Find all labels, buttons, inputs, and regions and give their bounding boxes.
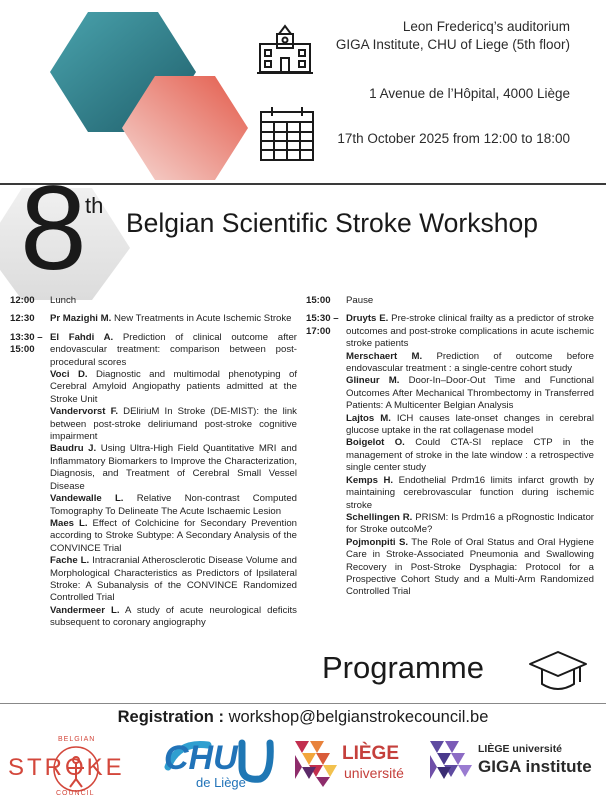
talk-entry xyxy=(346,375,594,412)
talk-entry xyxy=(346,537,594,599)
talk-entry xyxy=(50,518,297,555)
time-slot: 15:00 xyxy=(306,295,331,306)
talk-entry xyxy=(50,605,297,630)
talk-entry xyxy=(50,406,297,443)
talk-entry xyxy=(50,555,297,605)
liege-logo-mark xyxy=(295,741,339,787)
building-icon xyxy=(255,22,315,76)
talk-title: DEliriuM In Stroke (DE-MIST): the link between post-stroke deliriumand post-stroke cognitive impairment xyxy=(50,406,297,443)
programme-label: Programme xyxy=(322,650,484,685)
time-slot: 13:30 – 15:00 xyxy=(10,331,43,356)
talk-author: Boigelot O. xyxy=(346,437,405,449)
talk-author: Voci D. xyxy=(50,369,88,381)
stroke-logo-main: STROKE xyxy=(8,754,125,781)
talk-entry xyxy=(50,313,297,325)
talk-title: Could CTA-SI replace CTP in the management of stroke in the late window : a retrospective single center study xyxy=(346,437,594,474)
registration-label: Registration : xyxy=(117,708,224,726)
talk-entry xyxy=(346,437,594,474)
chu-logo-sub: de Liège xyxy=(196,775,246,790)
graduation-cap-icon xyxy=(528,648,588,698)
talk-title: Relative Non-contrast Computed Tomography To Delineate The Acute Ischaemic Lesion xyxy=(50,493,298,517)
giga-logo-top: LIÈGE université xyxy=(478,743,563,755)
talk-author: Kemps H. xyxy=(346,474,394,486)
venue-line2: GIGA Institute, CHU of Liege (5th floor) xyxy=(335,37,570,52)
talk-title: Pre-stroke clinical frailty as a predictor of stroke outcomes and post-stroke complications in acute ischemic stroke patients xyxy=(346,313,594,350)
talk-title: Using Ultra-High Field Quantitative MRI and Inflammatory Biomarkers to Improve the Characterization, Diagnosis, and Treatment of Cerebral Small Vessel Disease xyxy=(50,443,297,492)
talk-title: Lunch xyxy=(50,295,77,306)
edition-suffix: th xyxy=(85,193,104,218)
talk-entry xyxy=(50,443,297,493)
schedule-block xyxy=(10,313,297,325)
talk-title: Effect of Colchicine for Secondary Prevention according to Stroke Subtype: A Secondary Analysis of the CONVINCE Trial xyxy=(50,517,297,554)
schedule-block xyxy=(306,295,594,307)
schedule-right xyxy=(306,295,594,605)
time-slot: 12:00 xyxy=(10,295,35,306)
talk-title: Diagnostic and multimodal phenotyping of Cerebral Amyloid Angiopathy patients admitted at the Stroke Unit xyxy=(50,369,297,405)
talk-author: Vandewalle L. xyxy=(50,493,124,505)
talk-title: Prediction of outcome before endovascular treatment : a single-centre cohort study xyxy=(346,350,594,375)
talk-title: PRISM: Is Prdm16 a pRognostic Indicator for Stroke outcoMe? xyxy=(346,511,594,536)
giga-logo-main: GIGA institute xyxy=(478,757,592,776)
talk-author: Baudru J. xyxy=(50,443,97,455)
talk-entry xyxy=(50,332,297,369)
logos-row xyxy=(0,733,606,800)
talk-author: Lajtos M. xyxy=(346,412,391,424)
talk-entry xyxy=(50,369,297,406)
talk-title: Endothelial Prdm16 limits infarct growth by maintaining cerebrovascular function during ischemic stroke xyxy=(346,474,595,511)
giga-logo-mark xyxy=(430,741,474,787)
talk-entry xyxy=(346,413,594,438)
talk-author: Schellingen R. xyxy=(346,511,413,523)
talk-title: Prediction of clinical outcome after endovascular treatment: comparison between post-procedural scores xyxy=(50,331,297,368)
talk-entry xyxy=(50,493,297,518)
time-slot: 12:30 xyxy=(10,313,35,325)
talk-entry xyxy=(346,313,594,350)
talk-entry xyxy=(346,512,594,537)
registration-line xyxy=(0,708,606,727)
talk-author: Vandervorst F. xyxy=(50,406,119,418)
talk-title: Intracranial Atherosclerotic Disease Volume and Morphological Characteristics as Predictors of Ipsilateral Stroke: A Subanalysis of the CONVINCE Randomized Controlled Trial xyxy=(50,555,297,604)
venue-line1: Leon Fredericq’s auditorium xyxy=(402,19,570,34)
talk-title: New Treatments in Acute Ischemic Stroke xyxy=(113,313,292,325)
stroke-logo-bottom: COUNCIL xyxy=(56,790,95,797)
page-title: Belgian Scientific Stroke Workshop xyxy=(126,208,538,238)
talk-author: El Fahdi A. xyxy=(50,331,114,343)
registration-divider xyxy=(0,703,606,704)
talk-author: Pojmonpiti S. xyxy=(346,536,409,548)
talk-title: The Role of Oral Status and Oral Hygiene Care in Stroke-Associated Pneumonia and Swallowing Recovery in Post-Stroke Dysphagia: Protocol for a Prospective Cohort Study and a Multi-Arm Randomized Controlled Trial xyxy=(346,536,594,598)
schedule-left xyxy=(10,295,297,636)
stroke-logo-top: BELGIAN xyxy=(58,736,96,743)
talk-author: Druyts E. xyxy=(346,313,389,325)
edition-number: 8 xyxy=(20,161,85,295)
talk-author: Pr Mazighi M. xyxy=(50,313,112,325)
schedule-block xyxy=(10,295,297,307)
talk-author: Merschaert M. xyxy=(346,350,423,362)
talk-entry xyxy=(346,475,594,512)
talk-title: ICH causes late-onset changes in cerebral glucose uptake in the rat collagenase model xyxy=(346,412,594,437)
talk-author: Vandermeer L. xyxy=(50,604,120,616)
venue-block xyxy=(336,18,570,54)
talk-title: A study of acute neurological deficits subsequent to coronary angiography xyxy=(50,604,297,629)
schedule-block xyxy=(10,332,297,630)
liege-logo-main: LIÈGE xyxy=(342,743,400,764)
talk-entry xyxy=(50,295,297,307)
venue-address: 1 Avenue de l’Hôpital, 4000 Liège xyxy=(369,86,570,101)
time-slot: 15:30 – 17:00 xyxy=(306,313,339,337)
liege-logo-sub: université xyxy=(344,765,404,781)
calendar-icon xyxy=(257,104,317,164)
talk-title: Pause xyxy=(346,295,374,306)
talk-entry xyxy=(346,351,594,376)
talk-title: Door-In–Door-Out Time and Functional Outcomes After Mechanical Thrombectomy in Transferred Patients: A Multicenter Belgian Analysis xyxy=(346,375,594,412)
talk-author: Fache L. xyxy=(50,555,90,567)
chu-logo-main: CHU xyxy=(164,739,238,777)
talk-author: Glineur M. xyxy=(346,375,400,387)
event-datetime: 17th October 2025 from 12:00 to 18:00 xyxy=(337,131,570,146)
talk-author: Maes L. xyxy=(50,517,88,529)
schedule-block xyxy=(306,313,594,598)
registration-email[interactable]: workshop@belgianstrokecouncil.be xyxy=(228,708,489,726)
header-divider xyxy=(0,183,606,185)
talk-entry xyxy=(346,295,594,307)
